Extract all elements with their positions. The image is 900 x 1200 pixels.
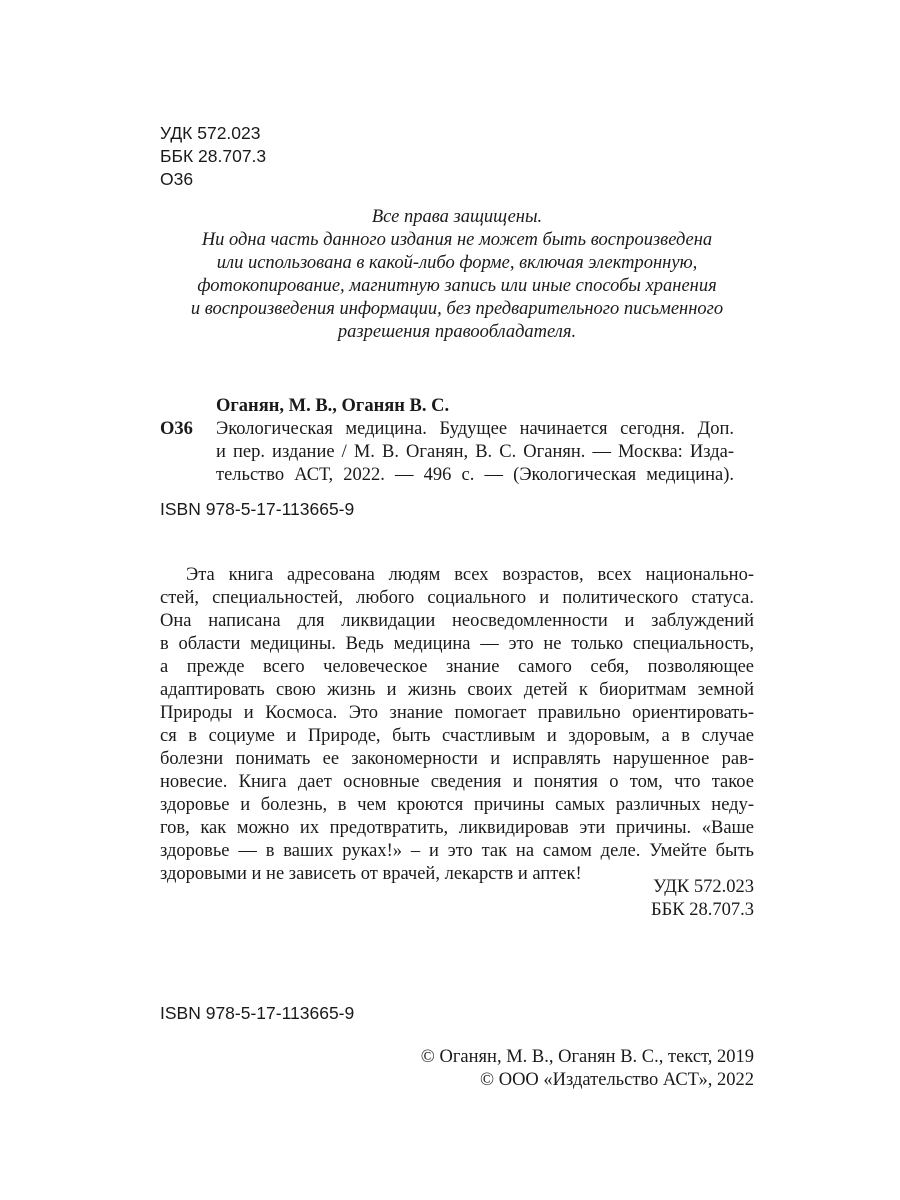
annotation-line: стей, специальностей, любого социального и политического статуса. xyxy=(160,588,754,608)
classification-codes xyxy=(160,122,754,191)
annotation-line: здоровье — в ваших руках!» – и это так на самом деле. Умейте быть xyxy=(160,841,754,861)
bibliographic-line: Экологическая медицина. Будущее начинается сегодня. Доп. xyxy=(216,419,734,439)
rights-notice xyxy=(160,206,754,344)
udk-code: УДК 572.023 xyxy=(160,123,261,143)
bibliographic-authors: Оганян, М. В., Оганян В. С. xyxy=(216,396,450,416)
rights-line: и воспроизведения информации, без предварительного письменного xyxy=(190,299,724,319)
annotation-line: ся в социуме и Природе, быть счастливым и здоровым, а в случае xyxy=(160,726,754,746)
author-mark-code: О36 xyxy=(160,169,194,189)
annotation-line: новесие. Книга дает основные сведения и понятия о том, что такое xyxy=(160,772,754,792)
isbn-bottom xyxy=(160,1002,754,1025)
annotation-line: здоровыми и не зависеть от врачей, лекарств и аптек! xyxy=(160,864,582,884)
annotation-line: Эта книга адресована людям всех возрастов, всех национально- xyxy=(186,565,754,585)
copyright-notice xyxy=(160,1046,754,1092)
annotation-line: болезни понимать ее закономерности и исправлять нарушенное рав- xyxy=(160,749,754,769)
rights-line: разрешения правообладателя. xyxy=(337,322,577,342)
rights-line: Ни одна часть данного издания не может быть воспроизведена xyxy=(201,230,713,250)
annotation-line: а прежде всего человеческое знание самого себя, позволяющее xyxy=(160,657,754,677)
isbn-number: ISBN 978-5-17-113665-9 xyxy=(160,1003,355,1023)
rights-line: Все права защищены. xyxy=(371,207,543,227)
bibliographic-line: тельство АСТ, 2022. — 496 с. — (Экологическая медицина). xyxy=(216,465,734,485)
bbk-code: ББК 28.707.3 xyxy=(160,146,267,166)
classification-right xyxy=(160,876,754,922)
udk-code-right: УДК 572.023 xyxy=(653,877,754,897)
bibliographic-line: и пер. издание / М. В. Оганян, В. С. Оганян. — Москва: Изда- xyxy=(216,442,734,462)
bibliographic-author-mark: О36 xyxy=(160,419,193,439)
isbn-top xyxy=(160,498,754,521)
bbk-code-right: ББК 28.707.3 xyxy=(651,900,754,920)
annotation-line: адаптировать свою жизнь и жизнь своих детей к биоритмам земной xyxy=(160,680,754,700)
isbn-number: ISBN 978-5-17-113665-9 xyxy=(160,499,355,519)
annotation-line: здоровье и болезнь, в чем кроются причины самых различных неду- xyxy=(160,795,754,815)
rights-line: или использована в какой-либо форме, включая электронную, xyxy=(216,253,698,273)
copyright-publisher: © ООО «Издательство АСТ», 2022 xyxy=(480,1070,754,1090)
annotation-line: Природы и Космоса. Это знание помогает правильно ориентировать- xyxy=(160,703,754,723)
annotation-line: гов, как можно их предотвратить, ликвидировав эти причины. «Ваше xyxy=(160,818,754,838)
annotation-line: Она написана для ликвидации неосведомленности и заблуждений xyxy=(160,611,754,631)
annotation xyxy=(160,564,754,886)
copyright-text: © Оганян, М. В., Оганян В. С., текст, 2019 xyxy=(420,1047,754,1067)
rights-line: фотокопирование, магнитную запись или иные способы хранения xyxy=(197,276,717,296)
annotation-line: в области медицины. Ведь медицина — это не только специальность, xyxy=(160,634,754,654)
bibliographic-record xyxy=(216,395,734,487)
